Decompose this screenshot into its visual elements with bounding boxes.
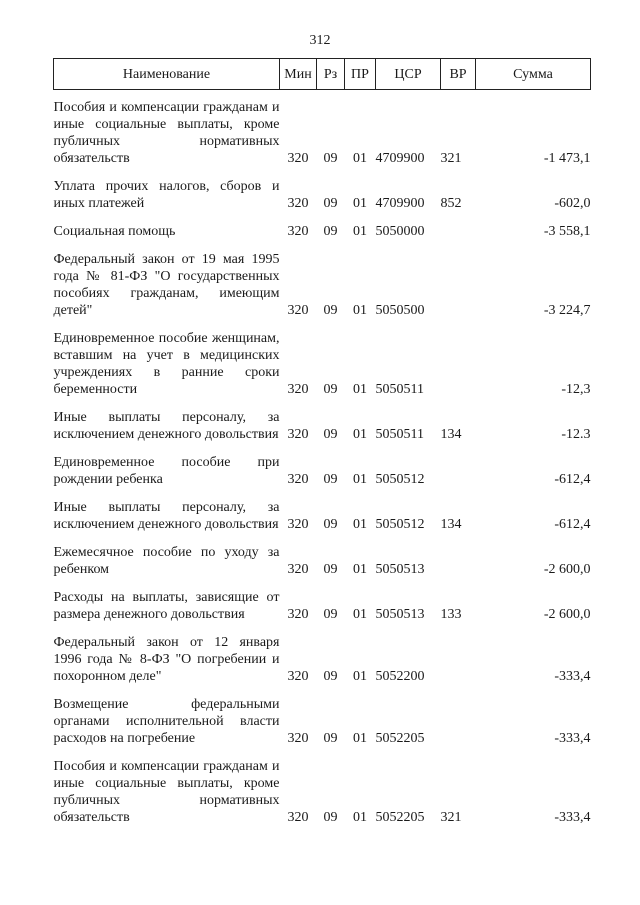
cell-rz: 09 [323, 810, 338, 825]
cell-name: Уплата прочих налогов, сборов и иных платежей [53, 179, 280, 211]
cell-sum: -612,4 [554, 517, 591, 532]
header-min: Мин [280, 59, 317, 90]
cell-name: Единовременное пособие женщинам, вставшим на учет в медицинских учреждениях в ранние сроки беременности [53, 331, 280, 397]
table-header [54, 59, 591, 90]
cell-vr [441, 240, 476, 319]
cell-sum: -2 600,0 [543, 607, 591, 622]
cell-name: Возмещение федеральными органами исполнительной власти расходов на погребение [53, 697, 280, 746]
table-row [54, 685, 591, 747]
table-row [54, 443, 591, 488]
cell-rz: 09 [323, 151, 338, 166]
cell-sum: -12.3 [561, 427, 591, 442]
cell-rz: 09 [323, 382, 338, 397]
table-body [54, 90, 591, 827]
cell-csr: 4709900 [375, 196, 425, 211]
cell-min: 320 [287, 427, 309, 442]
cell-sum: -2 600,0 [543, 562, 591, 577]
cell-sum: -612,4 [554, 472, 591, 487]
cell-rz: 09 [323, 562, 338, 577]
cell-name: Иные выплаты персоналу, за исключением денежного довольствия [53, 500, 280, 532]
table-row [54, 398, 591, 443]
cell-min: 320 [287, 196, 309, 211]
cell-csr: 5050512 [375, 472, 425, 487]
cell-vr [441, 533, 476, 578]
cell-vr: 133 [440, 607, 462, 622]
cell-name: Федеральный закон от 12 января 1996 года № 8-ФЗ "О погребении и похоронном деле" [53, 635, 280, 684]
cell-vr [441, 623, 476, 685]
cell-rz: 09 [323, 427, 338, 442]
cell-pr: 01 [353, 196, 367, 211]
cell-min: 320 [287, 810, 309, 825]
cell-rz: 09 [323, 472, 338, 487]
cell-pr: 01 [353, 731, 367, 746]
cell-csr: 5052205 [375, 731, 425, 746]
cell-vr: 852 [440, 196, 462, 211]
table-row [54, 90, 591, 168]
cell-pr: 01 [353, 810, 367, 825]
cell-pr: 01 [353, 607, 367, 622]
table-row [54, 578, 591, 623]
cell-csr: 5050513 [375, 562, 425, 577]
header-vr: ВР [441, 59, 476, 90]
cell-csr: 5050511 [375, 427, 424, 442]
cell-min: 320 [287, 382, 309, 397]
header-csr: ЦСР [376, 59, 441, 90]
cell-min: 320 [287, 224, 309, 239]
header-name: Наименование [54, 59, 280, 90]
cell-csr: 5050512 [375, 517, 425, 532]
cell-sum: -333,4 [554, 731, 591, 746]
budget-table [53, 58, 591, 826]
cell-sum: -602,0 [554, 196, 591, 211]
cell-rz: 09 [323, 731, 338, 746]
cell-csr: 5050500 [375, 303, 425, 318]
table-row [54, 212, 591, 240]
cell-rz: 09 [323, 196, 338, 211]
page-number: 312 [309, 33, 331, 48]
table-row [54, 623, 591, 685]
cell-csr: 5052200 [375, 669, 425, 684]
cell-pr: 01 [353, 303, 367, 318]
header-rz: Рз [317, 59, 345, 90]
cell-min: 320 [287, 517, 309, 532]
cell-vr: 134 [440, 517, 462, 532]
cell-rz: 09 [323, 303, 338, 318]
cell-vr [441, 319, 476, 398]
cell-sum: -333,4 [554, 810, 591, 825]
cell-min: 320 [287, 562, 309, 577]
cell-pr: 01 [353, 517, 367, 532]
cell-csr: 5050513 [375, 607, 425, 622]
cell-pr: 01 [353, 224, 367, 239]
cell-vr: 321 [440, 810, 462, 825]
cell-name: Пособия и компенсации гражданам и иные социальные выплаты, кроме публичных нормативных обязательств [53, 759, 280, 825]
cell-vr [441, 685, 476, 747]
header-pr: ПР [345, 59, 376, 90]
cell-csr: 5050000 [375, 224, 425, 239]
table-row [54, 747, 591, 826]
cell-name: Социальная помощь [53, 224, 176, 239]
cell-csr: 5050511 [375, 382, 424, 397]
cell-rz: 09 [323, 607, 338, 622]
cell-csr: 5052205 [375, 810, 425, 825]
cell-pr: 01 [353, 562, 367, 577]
cell-vr: 321 [440, 151, 462, 166]
cell-name: Единовременное пособие при рождении ребенка [53, 455, 280, 487]
table-row [54, 533, 591, 578]
cell-min: 320 [287, 472, 309, 487]
cell-min: 320 [287, 151, 309, 166]
cell-name: Федеральный закон от 19 мая 1995 года № 81-ФЗ "О государственных пособиях гражданам, имеющим детей" [53, 252, 280, 318]
cell-pr: 01 [353, 472, 367, 487]
cell-pr: 01 [353, 151, 367, 166]
table-row [54, 319, 591, 398]
cell-rz: 09 [323, 224, 338, 239]
table-row [54, 240, 591, 319]
cell-pr: 01 [353, 669, 367, 684]
cell-vr [441, 212, 476, 240]
cell-sum: -1 473,1 [543, 151, 591, 166]
cell-rz: 09 [323, 517, 338, 532]
cell-name: Ежемесячное пособие по уходу за ребенком [53, 545, 280, 577]
table-row [54, 488, 591, 533]
cell-sum: -3 224,7 [543, 303, 591, 318]
cell-sum: -333,4 [554, 669, 591, 684]
cell-pr: 01 [353, 427, 367, 442]
cell-vr: 134 [440, 427, 462, 442]
cell-vr [441, 443, 476, 488]
table-row [54, 167, 591, 212]
cell-sum: -12,3 [561, 382, 591, 397]
cell-pr: 01 [353, 382, 367, 397]
cell-name: Расходы на выплаты, зависящие от размера денежного довольствия [53, 590, 280, 622]
header-row [54, 59, 591, 90]
cell-min: 320 [287, 607, 309, 622]
cell-min: 320 [287, 731, 309, 746]
cell-csr: 4709900 [375, 151, 425, 166]
cell-rz: 09 [323, 669, 338, 684]
header-sum: Сумма [476, 59, 591, 90]
cell-name: Иные выплаты персоналу, за исключением денежного довольствия [53, 410, 280, 442]
cell-min: 320 [287, 303, 309, 318]
cell-min: 320 [287, 669, 309, 684]
cell-name: Пособия и компенсации гражданам и иные социальные выплаты, кроме публичных нормативных обязательств [53, 100, 280, 166]
cell-sum: -3 558,1 [543, 224, 591, 239]
